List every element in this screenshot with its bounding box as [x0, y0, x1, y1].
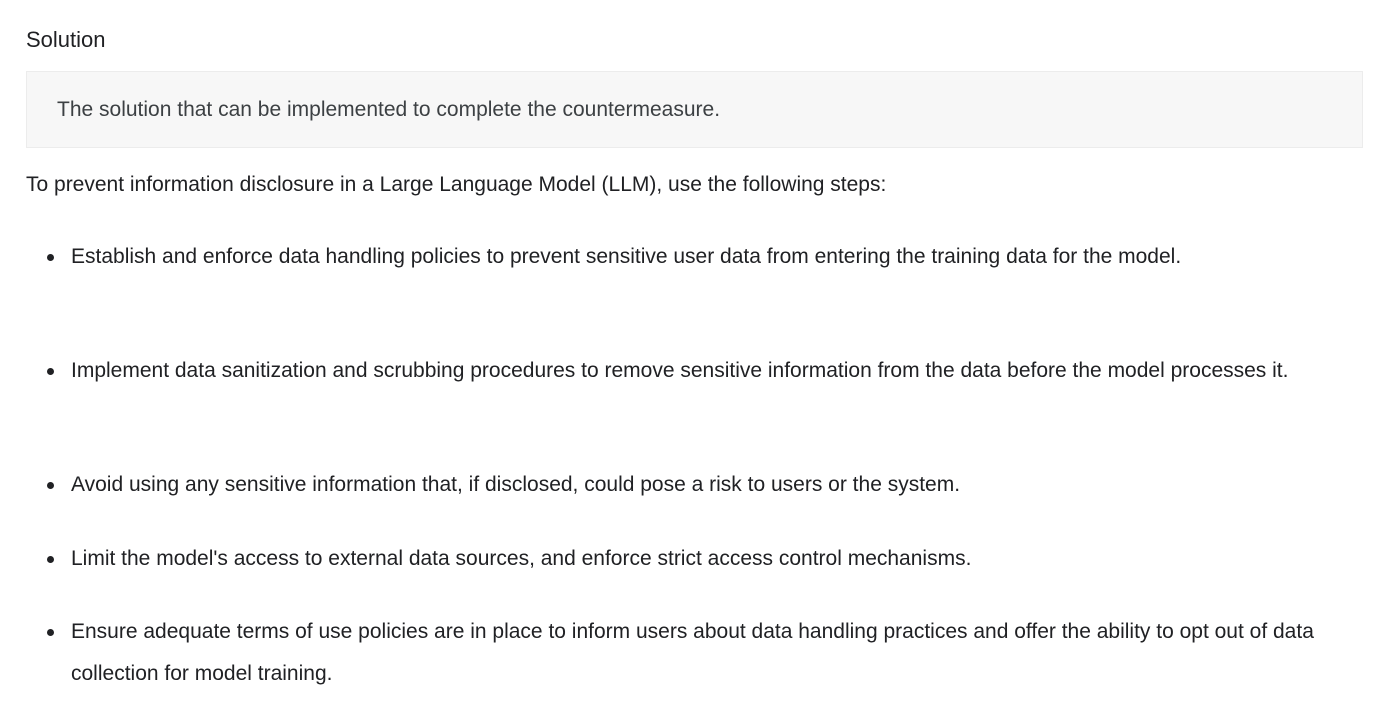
list-item	[44, 236, 1344, 278]
bullet-icon	[47, 629, 54, 636]
intro-text: To prevent information disclosure in a Large Language Model (LLM), use the following steps:	[26, 173, 887, 196]
solution-description-box	[26, 71, 1363, 148]
bullet-icon	[47, 254, 54, 261]
list-item	[44, 538, 1344, 580]
step-text: Establish and enforce data handling policies to prevent sensitive user data from entering the training data for the model.	[71, 245, 1182, 268]
step-text: Limit the model's access to external data sources, and enforce strict access control mechanisms.	[71, 547, 972, 570]
step-text: Avoid using any sensitive information that, if disclosed, could pose a risk to users or the system.	[71, 473, 961, 496]
step-text: Implement data sanitization and scrubbing procedures to remove sensitive information from the data before the model processes it.	[71, 359, 1289, 382]
step-text: Ensure adequate terms of use policies are in place to inform users about data handling practices and offer the ability to opt out of data collection for model training.	[71, 620, 1314, 685]
bullet-icon	[47, 482, 54, 489]
solution-description: The solution that can be implemented to complete the countermeasure.	[57, 97, 721, 121]
section-title: Solution	[26, 27, 106, 52]
list-item	[44, 611, 1344, 695]
bullet-icon	[47, 556, 54, 563]
list-item	[44, 350, 1344, 392]
bullet-icon	[47, 368, 54, 375]
list-item	[44, 464, 1344, 506]
